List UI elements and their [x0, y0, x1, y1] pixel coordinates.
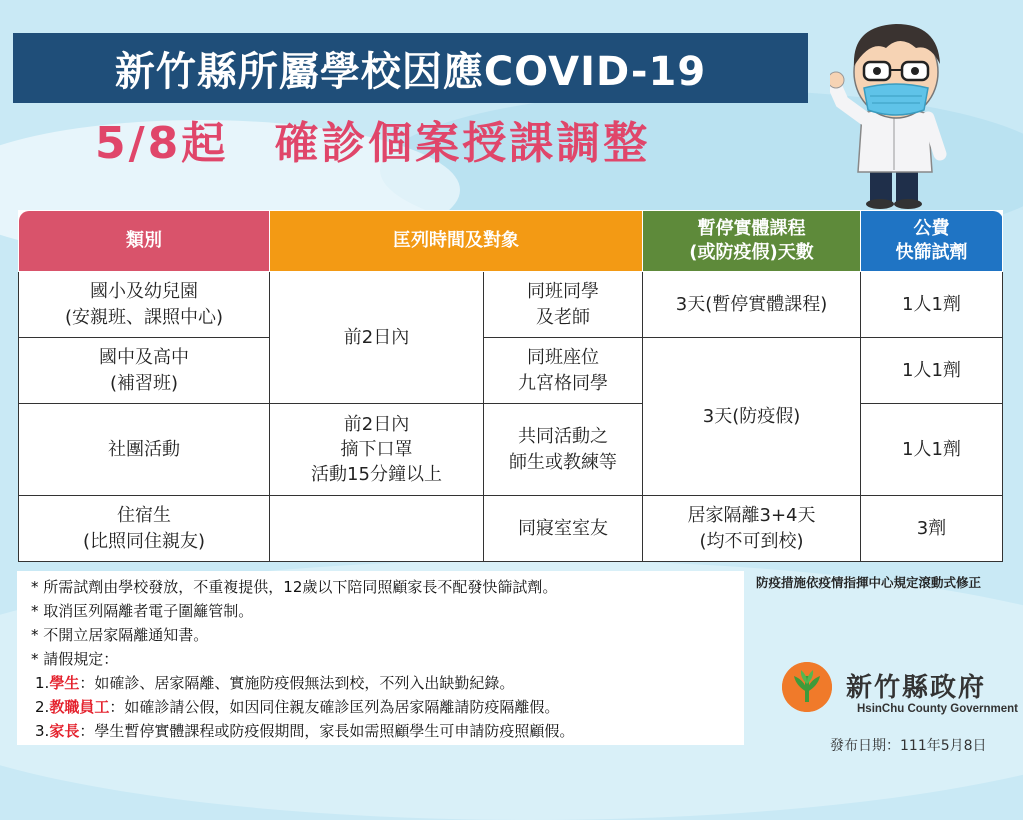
row-suspend: 3天(暫停實體課程): [643, 272, 861, 338]
row-target: 共同活動之 師生或教練等: [484, 404, 643, 496]
mascot-illustration: [830, 14, 960, 209]
org-name-english: HsinChu County Government: [857, 703, 1019, 715]
org-name: 新竹縣政府: [846, 673, 987, 703]
row-category: 社團活動: [19, 404, 270, 496]
row-suspend: 3天(防疫假): [643, 338, 861, 496]
row-time: 前2日內: [270, 272, 484, 404]
table-row: [19, 338, 1003, 404]
publish-date: 發布日期：111年5月8日: [830, 738, 987, 754]
header-suspend: 暫停實體課程 (或防疫假)天數: [643, 211, 861, 272]
row-test-kit: 1人1劑: [861, 404, 1003, 496]
header-test-kit: 公費 快篩試劑: [861, 211, 1003, 272]
row-category: 國小及幼兒園 (安親班、課照中心): [19, 272, 270, 338]
subtitle-date: 5/8起: [95, 118, 229, 169]
page-subtitle: [95, 108, 650, 170]
header-contact: 匡列時間及對象: [270, 211, 643, 272]
page-title: [13, 33, 808, 103]
row-target: 同班同學 及老師: [484, 272, 643, 338]
row-target: 同寢室室友: [484, 496, 643, 562]
policy-note: 防疫措施依疫情指揮中心規定滾動式修正: [756, 575, 982, 590]
table-header-row: [19, 211, 1003, 272]
leave-rule-staff: 2.教職員工：如確診請公假，如因同住親友確診匡列為居家隔離請防疫隔離假。: [35, 698, 560, 716]
page-title-text: 新竹縣所屬學校因應COVID-19: [114, 48, 707, 95]
row-target: 同班座位 九宮格同學: [484, 338, 643, 404]
row-time: [270, 496, 484, 562]
note-line: * 所需試劑由學校發放，不重複提供，12歲以下陪同照顧家長不配發快篩試劑。: [31, 578, 558, 596]
note-line: * 請假規定：: [31, 650, 119, 668]
header-category: 類別: [19, 211, 270, 272]
row-category: 國中及高中 (補習班): [19, 338, 270, 404]
table-row: [19, 272, 1003, 338]
row-test-kit: 1人1劑: [861, 338, 1003, 404]
leave-rule-student: 1.學生：如確診、居家隔離、實施防疫假無法到校，不列入出缺勤紀錄。: [35, 674, 515, 692]
row-category: 住宿生 (比照同住親友): [19, 496, 270, 562]
adjustment-table: [18, 210, 1003, 562]
row-test-kit: 1人1劑: [861, 272, 1003, 338]
note-line: * 不開立居家隔離通知書。: [31, 626, 209, 644]
county-logo-icon: [782, 662, 832, 712]
row-suspend: 居家隔離3+4天 (均不可到校): [643, 496, 861, 562]
row-test-kit: 3劑: [861, 496, 1003, 562]
table-row: [19, 496, 1003, 562]
notes-box: [17, 571, 744, 745]
row-time: 前2日內 摘下口罩 活動15分鐘以上: [270, 404, 484, 496]
subtitle-text: 確診個案授課調整: [274, 118, 651, 169]
note-line: * 取消匡列隔離者電子圍籬管制。: [31, 602, 254, 620]
leave-rule-parent: 3.家長：學生暫停實體課程或防疫假期間，家長如需照顧學生可申請防疫照顧假。: [35, 722, 575, 740]
